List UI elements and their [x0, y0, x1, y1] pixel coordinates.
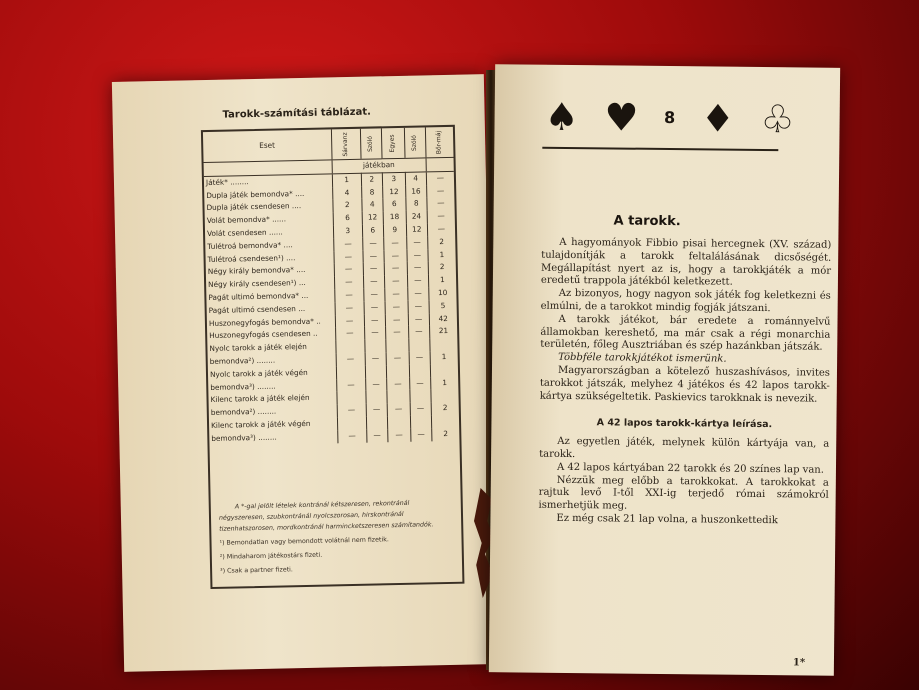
row-value: — [335, 327, 364, 340]
row-label: Tulétroá bemondva* .... [207, 239, 293, 251]
row-value: 1 [428, 248, 456, 261]
divider [542, 147, 778, 151]
section-heading: A 42 lapos tarokk-kártya leírása. [596, 417, 773, 431]
row-value: — [409, 351, 430, 364]
row-value: — [408, 313, 429, 326]
table-title: Tarokk-számítási táblázat. [222, 106, 371, 121]
column-header: Szóló [410, 135, 418, 152]
paragraph: Az egyetlen játék, melynek külön kártyája van, a tarokk. [539, 436, 830, 461]
row-label: bemondva²) ........ [210, 406, 277, 418]
row-value: 1 [430, 376, 458, 389]
row-value: 4 [362, 199, 383, 212]
row-value: 12 [382, 185, 405, 198]
row-value: — [383, 237, 406, 250]
row-value: 6 [362, 224, 383, 237]
row-value: — [386, 377, 409, 390]
row-value: — [427, 210, 455, 223]
row-value: — [427, 197, 455, 210]
row-label: Huszonegyfogás bemondva* .. [208, 316, 321, 328]
footnote: ¹) Bemondatlan vagy bemondott volátnál nem fizetik. [219, 536, 389, 547]
row-value [337, 391, 366, 404]
row-value: 2 [361, 173, 382, 187]
right-page [489, 64, 840, 676]
row-value [410, 390, 431, 403]
row-value: 2 [431, 402, 459, 415]
row-label: Nyolc tarokk a játék elején [209, 342, 307, 354]
row-value: 1 [428, 274, 456, 287]
row-value: — [384, 262, 407, 275]
row-value [430, 338, 458, 351]
row-value: — [333, 238, 362, 251]
row-label: Pagát ultimó csendesen ... [208, 303, 306, 315]
footnote: ²) Mindaharom játékostárs fizeti. [219, 551, 323, 561]
row-value: 3 [382, 172, 405, 186]
row-value: 2 [427, 236, 455, 249]
row-value: 4 [332, 186, 361, 199]
eight-symbol: 8 [663, 107, 676, 128]
row-value: — [364, 327, 385, 340]
row-value: — [334, 289, 363, 302]
row-value: — [409, 377, 430, 390]
row-label: Volát csendesen ...... [206, 227, 283, 238]
suit-symbols [544, 95, 794, 142]
row-value [366, 391, 387, 404]
page-title: A tarokk. [613, 213, 681, 230]
row-value: — [335, 301, 364, 314]
row-value: — [364, 288, 385, 301]
row-value [431, 415, 459, 428]
row-value: — [385, 313, 408, 326]
column-header: Sárvanz [341, 132, 349, 157]
row-value: — [426, 171, 454, 185]
row-label: Játék* ........ [205, 176, 249, 187]
row-value [365, 365, 386, 378]
row-value: 2 [431, 427, 459, 440]
row-value: — [410, 402, 431, 415]
page-number: 1* [792, 657, 806, 669]
row-value: — [406, 236, 427, 249]
row-value [337, 417, 366, 430]
row-label: bemondva³) ........ [211, 432, 277, 443]
row-value: 2 [333, 199, 362, 212]
row-value: — [408, 326, 429, 339]
row-value [336, 365, 365, 378]
page-body [538, 237, 831, 529]
row-label: Pagát ultimó bemondva* ... [208, 290, 309, 302]
row-value [335, 340, 364, 353]
row-value: — [366, 403, 387, 416]
row-value [409, 339, 430, 352]
row-value [366, 416, 387, 429]
row-value: 12 [406, 223, 427, 236]
spade-icon: ♠ [544, 94, 579, 140]
paragraph: A hagyományok Fibbio pisai hercegnek (XV. század) tulajdonítják a tarokk feltalálásának dicsőségét. Megállapítást nyert az is, hogy a tarokkjáték a mór eredetű trappola játékból keletkezett. [540, 236, 832, 289]
scoring-table-frame [201, 125, 465, 589]
paragraph: Magyarországban a kötelező huszashívásos, invites tarokkot játszák, melyhez 4 játékos és 42 lapos tarokk-kártya szükségeltetik. Paskievics tarokknak is nevezik. [539, 364, 831, 405]
row-value: 18 [383, 211, 406, 224]
row-value: — [367, 429, 388, 442]
row-value: 2 [428, 261, 456, 274]
row-value: — [410, 428, 431, 441]
row-value: — [407, 275, 428, 288]
row-value: — [337, 429, 366, 442]
row-label: Dupla játék bemondva* .... [206, 188, 305, 200]
row-value: — [365, 378, 386, 391]
scoring-table [203, 127, 460, 446]
row-value: 8 [406, 198, 427, 211]
row-value: — [384, 249, 407, 262]
paragraph-italic: Többféle tarokkjátékot ismerünk. [558, 352, 727, 365]
column-subheader: játékban [332, 158, 426, 174]
table-body [204, 171, 460, 445]
paragraph: Ez még csak 21 lap volna, a huszonkettedik [556, 512, 778, 527]
diamond-icon: ♦ [700, 96, 736, 141]
row-value: — [336, 353, 365, 366]
left-page [112, 74, 496, 672]
row-value [386, 339, 409, 352]
row-value: — [334, 250, 363, 263]
row-label: bemondva³) ........ [210, 381, 276, 392]
row-value: — [335, 314, 364, 327]
row-value: 21 [429, 325, 457, 338]
row-value: 6 [333, 212, 362, 225]
row-label: Kilenc tarokk a játék elején [210, 393, 310, 405]
row-value: 8 [361, 186, 382, 199]
paragraph: A tarokk játékot, bár eredete a románnyelvű államokban kereshető, ma már csak a régi monarchia területén, főleg Ausztriában és szép hazánkban játszák. [540, 313, 831, 354]
table-footnotes [219, 497, 457, 580]
row-value [431, 389, 459, 402]
row-value: — [365, 352, 386, 365]
row-value [409, 364, 430, 377]
row-value: — [363, 263, 384, 276]
row-value: — [363, 275, 384, 288]
row-value [386, 365, 409, 378]
row-value: 1 [430, 351, 458, 364]
paragraph: A 42 lapos kártyában 22 tarokk és 20 színes lap van. [556, 461, 824, 476]
club-icon: ♧ [760, 96, 795, 142]
column-header-eset: Eset [203, 129, 332, 162]
row-value: 16 [405, 185, 426, 198]
row-label: Tulétroá csendesen¹) .... [207, 252, 296, 264]
row-value: — [407, 262, 428, 275]
row-value: — [407, 249, 428, 262]
row-value: 9 [383, 224, 406, 237]
row-value [387, 390, 410, 403]
row-value: 1 [332, 173, 361, 187]
row-value: — [408, 287, 429, 300]
row-value: — [408, 300, 429, 313]
row-value: — [363, 250, 384, 263]
row-value: — [364, 301, 385, 314]
row-value [430, 364, 458, 377]
row-value: 24 [406, 211, 427, 224]
row-value [365, 339, 386, 352]
row-value: — [334, 276, 363, 289]
paragraph: Nézzük meg előbb a tarokkokat. A tarokkokat a rajtuk levő I-től XXI-ig terjedő római számokról ismerhetjük meg. [538, 474, 829, 512]
row-value: — [334, 263, 363, 276]
row-value: — [385, 288, 408, 301]
column-header: Szóló [366, 136, 374, 153]
footnote: A *-gal jelölt lételek kontránál kétszeresen, rekontránál négyszeresen, szubkontránál nyolcszorosan, hirskontránál tizenhatszorosen, mordkontránál harmincketszeresen számítandók. [218, 499, 434, 533]
row-value [410, 415, 431, 428]
row-value: 42 [429, 312, 457, 325]
row-value: — [386, 352, 409, 365]
row-label: Négy király bemondva* .... [207, 265, 306, 277]
row-value: — [387, 429, 410, 442]
row-value: — [336, 378, 365, 391]
heart-icon: ♥ [604, 95, 639, 140]
row-value: 6 [383, 198, 406, 211]
row-value: 5 [429, 300, 457, 313]
row-value: — [385, 326, 408, 339]
footnote: ³) Csak a partner fizeti. [220, 566, 293, 575]
row-value: 10 [428, 287, 456, 300]
row-value: — [427, 223, 455, 236]
row-value: 3 [333, 225, 362, 238]
paragraph: Az bizonyos, hogy nagyon sok játék fog keletkezni és elmúlni, de a tarokkot mindig fogják játszani. [540, 288, 831, 315]
row-value [387, 416, 410, 429]
row-value: — [337, 404, 366, 417]
row-label: bemondva²) ........ [209, 355, 276, 366]
row-label: Volát bemondva* ...... [206, 214, 287, 226]
column-header: Bőr-máj [434, 130, 443, 155]
row-label: Kilenc tarokk a játék végén [210, 418, 311, 430]
row-value: — [385, 301, 408, 314]
row-value: — [364, 314, 385, 327]
row-label: Huszonegyfogás csendesen .. [209, 329, 318, 341]
row-value: — [384, 275, 407, 288]
row-value: — [362, 237, 383, 250]
row-value: 4 [405, 172, 426, 186]
row-value: — [387, 403, 410, 416]
row-value: 12 [362, 211, 383, 224]
row-value: — [426, 184, 454, 197]
row-label: Nyolc tarokk a játék végén [209, 367, 308, 379]
row-label: Négy király csendesen¹) ... [208, 278, 306, 290]
row-label: Dupla játék csendesen .... [206, 201, 302, 213]
column-header: Egyes [388, 134, 396, 153]
